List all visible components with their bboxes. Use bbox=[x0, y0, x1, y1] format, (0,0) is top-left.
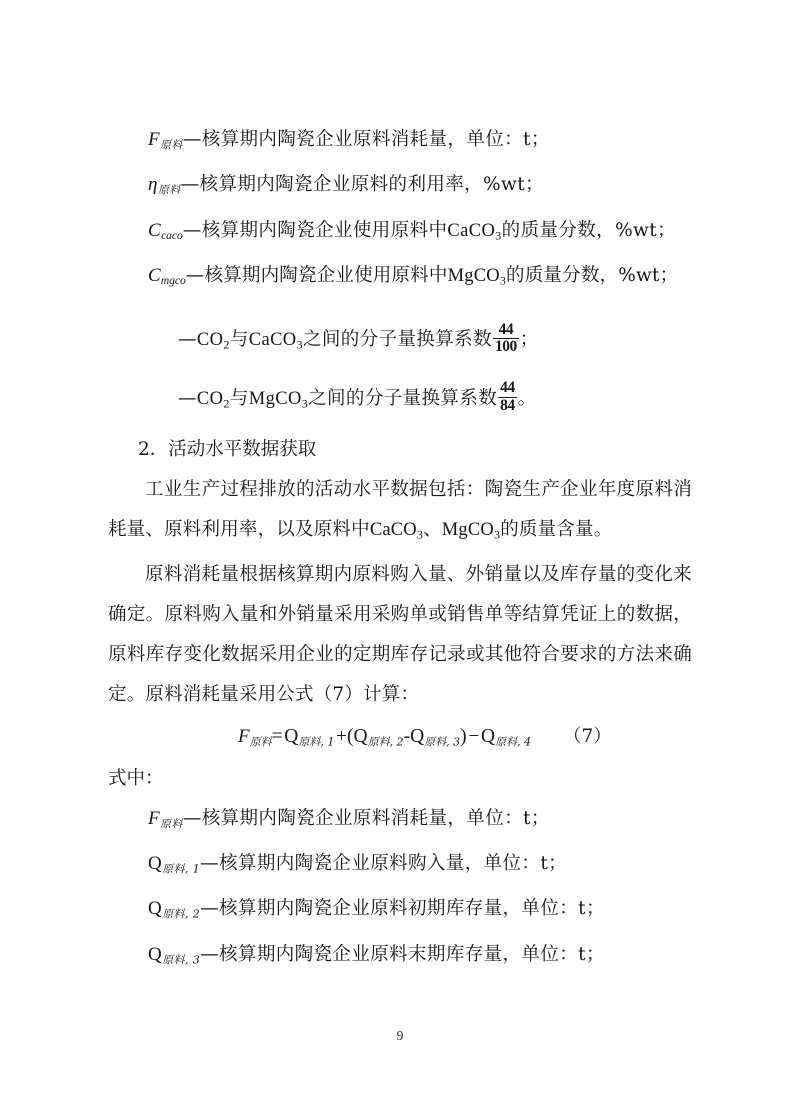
em-dash: — bbox=[200, 943, 220, 965]
definition-text: 核算期内陶瓷企业原料购入量，单位：t； bbox=[219, 853, 568, 875]
compound-mgco3: MgCO bbox=[248, 388, 302, 409]
equation-open-paren: ( bbox=[346, 725, 354, 747]
em-dash: — bbox=[185, 264, 205, 286]
equation-term3-symbol: Q bbox=[410, 725, 425, 747]
em-dash: — bbox=[182, 219, 202, 241]
symbol-C-mgco-subscript: mgco bbox=[160, 275, 186, 288]
page-number: 9 bbox=[396, 1028, 404, 1043]
equation-plus: + bbox=[335, 725, 347, 747]
symbol-Q3: Q bbox=[148, 943, 163, 965]
fraction-44-84 bbox=[498, 380, 517, 414]
symbol-Q3-subscript: 原料, 3 bbox=[162, 953, 201, 966]
equation-term1-symbol: Q bbox=[284, 725, 299, 747]
conversion-text: 之间的分子量换算系数 bbox=[302, 329, 492, 351]
formula-caco3: CaCO bbox=[447, 220, 496, 241]
fraction-numerator: 44 bbox=[500, 379, 515, 397]
definition-text-before: 核算期内陶瓷企业使用原料中 bbox=[201, 219, 448, 241]
equation-term3-subscript: 原料, 3 bbox=[424, 735, 461, 749]
symbol-Q2-subscript: 原料, 2 bbox=[162, 907, 201, 921]
symbol-F-subscript: 原料 bbox=[160, 817, 183, 831]
paragraph-material-consumption: 原料消耗量根据核算期内原料购入量、外销量以及库存量的变化来确定。原料购入量和外销量采用采购单或销售单等结算凭证上的数据，原料库存变化数据采用企业的定期库存记录或其他符合要求的方法来确定。原料消耗量采用公式（7）计算： bbox=[108, 563, 692, 705]
equation-term2-symbol: Q bbox=[353, 725, 368, 747]
em-dash: — bbox=[178, 329, 197, 351]
gas-co2-subscript: 2 bbox=[223, 396, 230, 411]
symbol-F-subscript: 原料 bbox=[160, 138, 183, 152]
equation-7-body bbox=[238, 715, 531, 764]
definition-f-raw-material-bottom bbox=[108, 799, 692, 844]
equation-7-row bbox=[108, 715, 692, 759]
conversion-text: 之间的分子量换算系数 bbox=[308, 387, 498, 409]
formula-caco3: CaCO bbox=[369, 520, 417, 541]
list-separator: 、 bbox=[423, 519, 442, 541]
symbol-C-caco: C bbox=[148, 219, 162, 241]
formula-mgco3-subscript: 3 bbox=[493, 527, 501, 542]
em-dash: — bbox=[182, 807, 202, 829]
formula-caco3-subscript: 3 bbox=[416, 527, 424, 542]
paragraph-activity-data bbox=[108, 470, 692, 555]
symbol-Q2: Q bbox=[148, 898, 163, 920]
compound-mgco3-subscript: 3 bbox=[301, 396, 309, 411]
definition-text: 核算期内陶瓷企业原料初期库存量，单位：t； bbox=[219, 898, 605, 920]
definition-text: 核算期内陶瓷企业原料的利用率，%wt； bbox=[199, 174, 544, 196]
equation-term2-subscript: 原料, 2 bbox=[367, 735, 404, 749]
definition-text: 核算期内陶瓷企业原料末期库存量，单位：t； bbox=[219, 943, 605, 965]
formula-caco3-subscript: 3 bbox=[495, 228, 502, 243]
definition-q2-opening-stock bbox=[108, 889, 692, 934]
equation-lhs-subscript: 原料 bbox=[249, 735, 272, 749]
conversion-factor-caco3 bbox=[108, 313, 692, 372]
gas-co2: CO bbox=[196, 330, 224, 351]
em-dash: — bbox=[200, 898, 220, 920]
compound-caco3-subscript: 3 bbox=[296, 337, 303, 352]
symbol-C-mgco: C bbox=[148, 264, 161, 286]
formula-mgco3-subscript: 3 bbox=[499, 273, 507, 288]
definition-q3-closing-stock bbox=[108, 935, 692, 980]
definition-text-after: 的质量分数，%wt； bbox=[506, 264, 679, 286]
section-heading bbox=[108, 430, 692, 470]
gas-co2: CO bbox=[196, 388, 224, 409]
conversion-factor-mgco3 bbox=[108, 372, 692, 431]
em-dash: — bbox=[200, 853, 220, 875]
definition-c-mgco3 bbox=[108, 256, 692, 301]
fraction-44-100 bbox=[493, 322, 519, 356]
punctuation: ； bbox=[519, 329, 539, 351]
symbol-Q1-subscript: 原料, 1 bbox=[162, 862, 201, 876]
connector: 与 bbox=[229, 329, 249, 351]
section-number: 2． bbox=[138, 439, 169, 461]
symbol-eta-subscript: 原料 bbox=[157, 183, 181, 197]
definition-text: 核算期内陶瓷企业原料消耗量，单位：t； bbox=[201, 807, 550, 829]
paragraph-text-part2: 的质量含量。 bbox=[500, 519, 613, 541]
symbol-Q1: Q bbox=[148, 853, 163, 875]
equation-term4-symbol: Q bbox=[480, 725, 496, 747]
formula-mgco3: MgCO bbox=[447, 265, 500, 286]
definition-f-raw-material bbox=[108, 120, 692, 165]
definition-eta-raw-material bbox=[108, 165, 692, 210]
paragraph-text-part1: 工业生产过程排放的活动水平数据包括：陶瓷生产企业年度原料消耗量、原料利用率，以及原料中 bbox=[108, 479, 692, 541]
connector: 与 bbox=[229, 387, 249, 409]
symbol-C-caco-subscript: caco bbox=[161, 229, 183, 242]
em-dash: — bbox=[178, 387, 197, 409]
formula-mgco3: MgCO bbox=[441, 520, 494, 541]
fraction-denominator: 100 bbox=[495, 337, 517, 355]
symbol-F: F bbox=[148, 807, 161, 829]
definition-text: 核算期内陶瓷企业原料消耗量，单位：t； bbox=[201, 129, 550, 150]
em-dash: — bbox=[182, 129, 202, 150]
gas-co2-subscript: 2 bbox=[223, 337, 230, 352]
equation-minus-1: - bbox=[403, 725, 411, 747]
definition-text-after: 的质量分数，%wt； bbox=[501, 219, 677, 241]
equation-equals: = bbox=[271, 725, 283, 747]
equation-minus-2: − bbox=[468, 725, 480, 747]
punctuation: 。 bbox=[517, 387, 537, 409]
equation-term1-subscript: 原料, 1 bbox=[298, 735, 335, 749]
page-content bbox=[108, 120, 692, 980]
where-label: 式中： bbox=[108, 767, 164, 789]
fraction-denominator: 84 bbox=[500, 396, 515, 414]
em-dash: — bbox=[180, 174, 200, 196]
section-title: 活动水平数据获取 bbox=[168, 439, 317, 461]
fraction-numerator: 44 bbox=[498, 320, 514, 338]
symbol-eta: η bbox=[148, 174, 158, 196]
equation-term4-subscript: 原料, 4 bbox=[495, 735, 532, 749]
definition-q1-purchased bbox=[108, 844, 692, 889]
compound-caco3: CaCO bbox=[248, 330, 297, 351]
definition-text-before: 核算期内陶瓷企业使用原料中 bbox=[204, 264, 448, 286]
equation-lhs-symbol: F bbox=[238, 725, 250, 747]
equation-close-paren: ) bbox=[460, 725, 467, 747]
definition-c-caco3 bbox=[108, 211, 692, 256]
spacer bbox=[108, 301, 692, 313]
equation-7-number: （7） bbox=[563, 725, 612, 747]
symbol-F: F bbox=[148, 129, 161, 150]
